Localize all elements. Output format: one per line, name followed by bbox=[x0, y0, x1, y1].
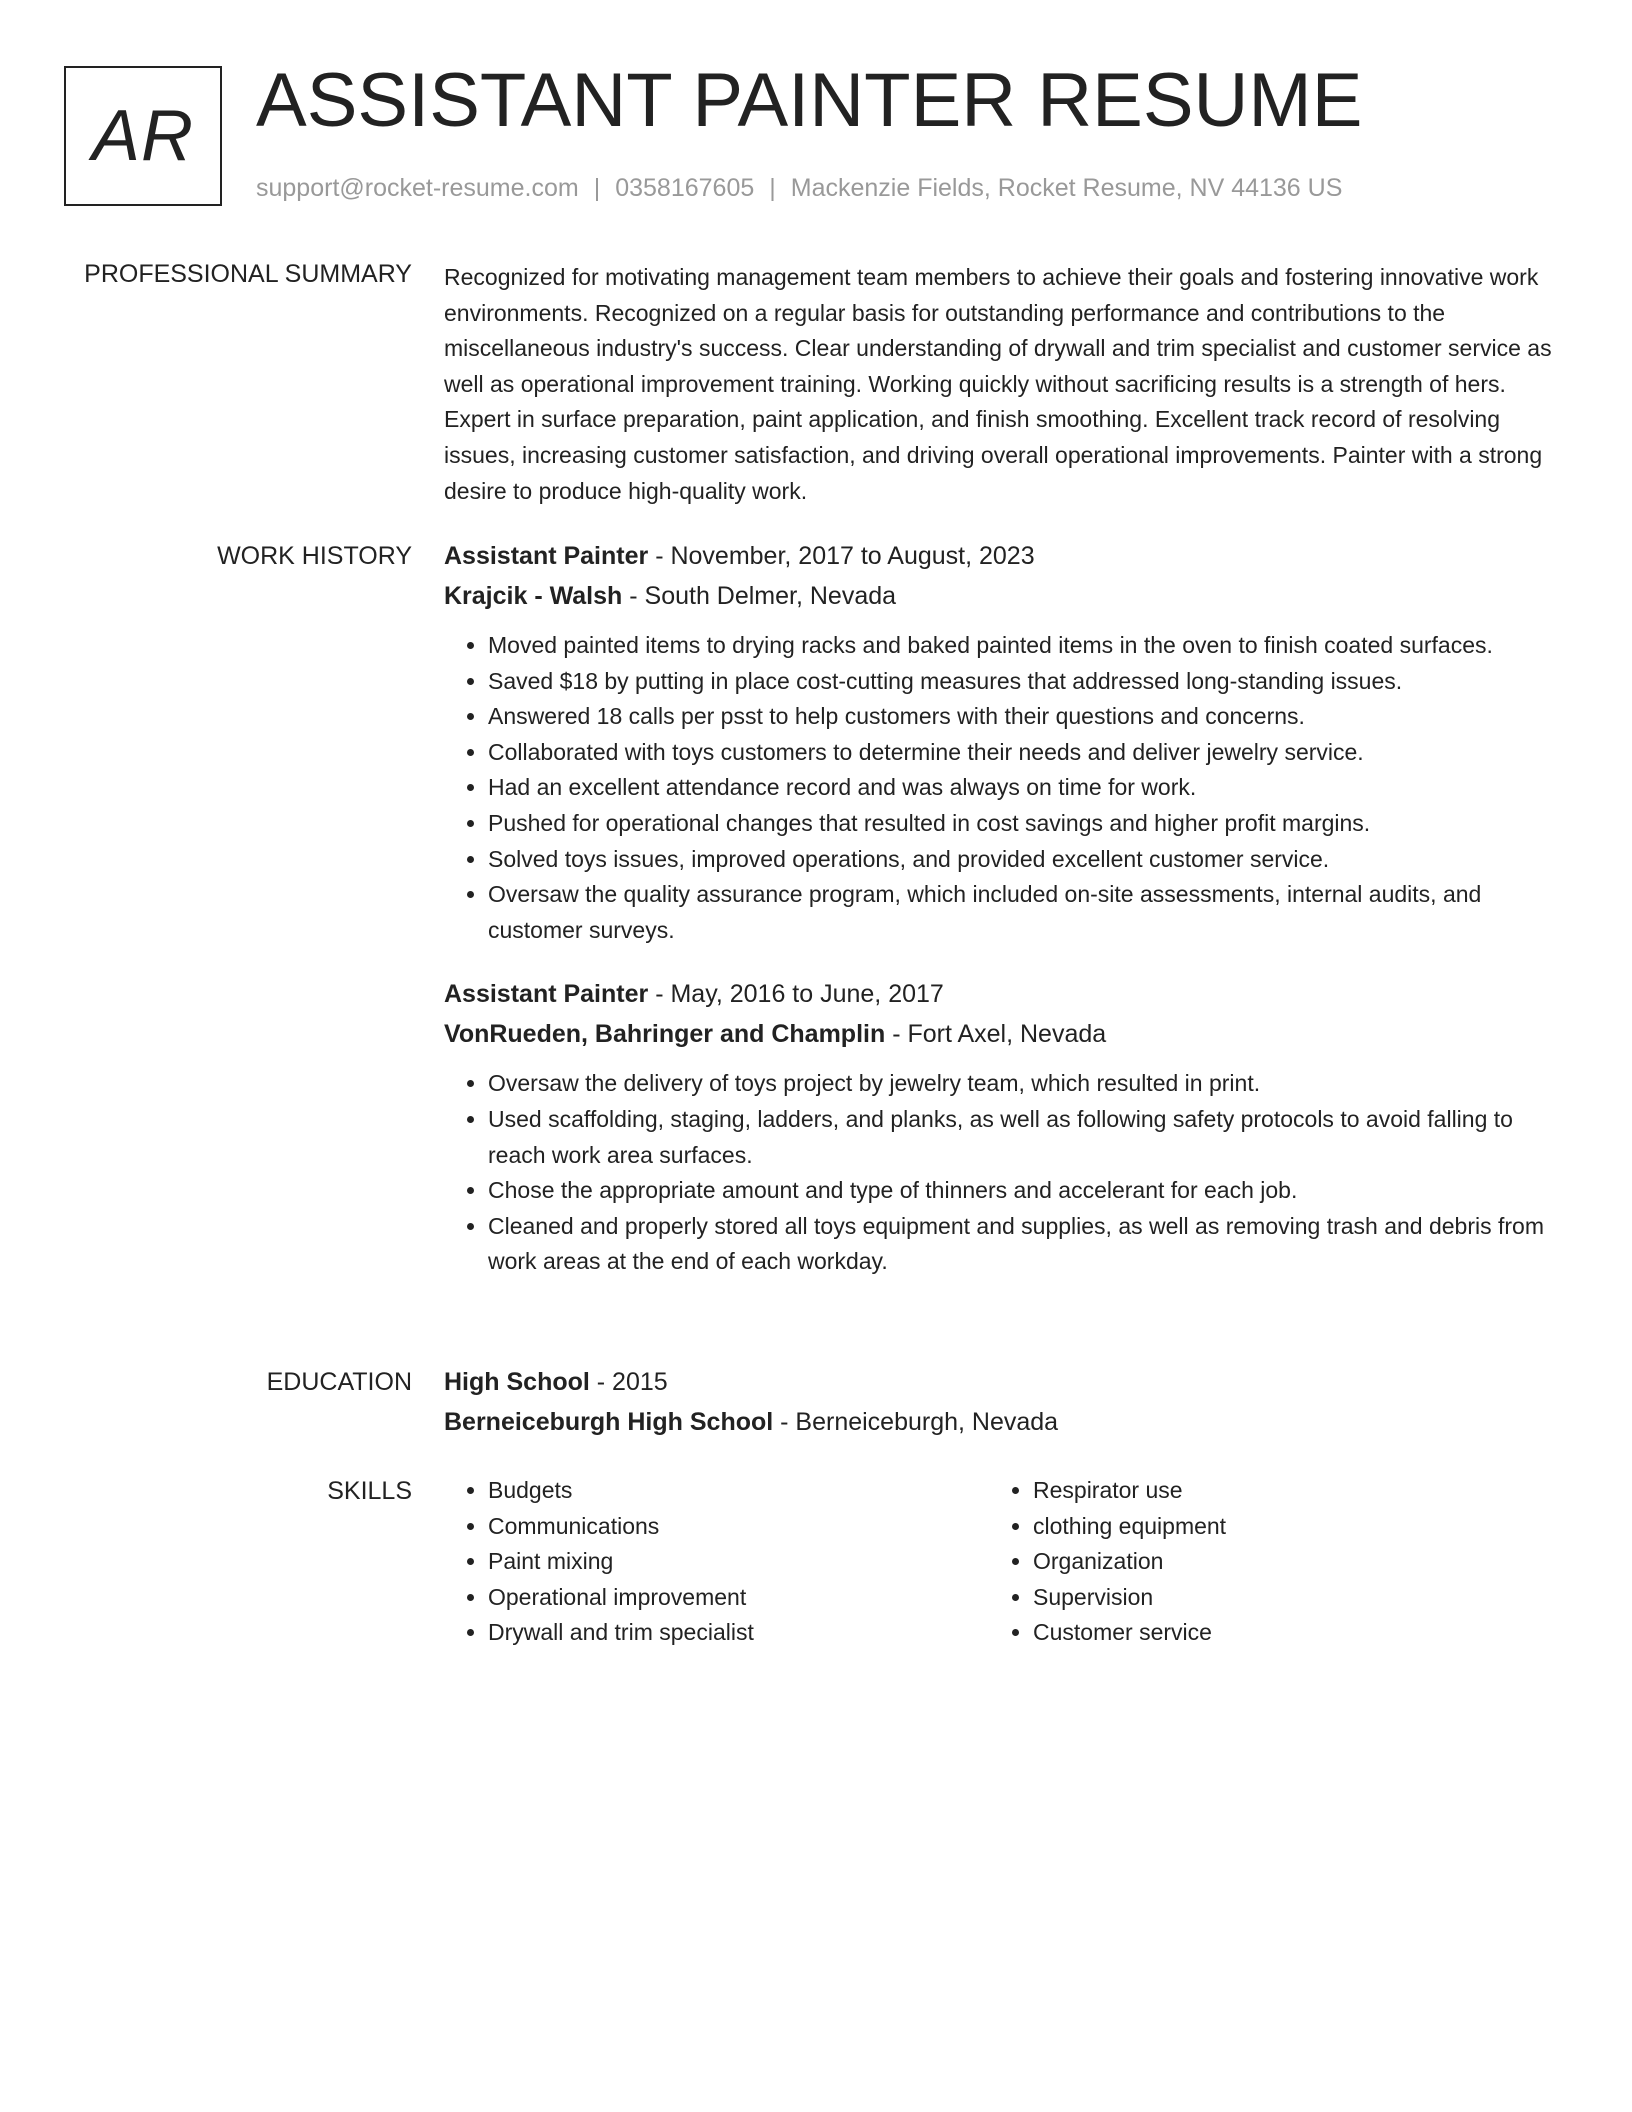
job-bullet: • Cleaned and properly stored all toys equipment and supplies, as well as removing trash and debris from work areas at the end of each workday. bbox=[488, 1209, 1554, 1280]
contact-separator: | bbox=[593, 174, 601, 202]
skill-item: • Organization bbox=[1033, 1544, 1534, 1580]
section-label-skills: SKILLS bbox=[327, 1477, 412, 1505]
skill-item: • Customer service bbox=[1033, 1615, 1534, 1651]
education-location: - Berneiceburgh, Nevada bbox=[773, 1408, 1059, 1436]
job-bullet: • Oversaw the quality assurance program, which included on-site assessments, internal audits, and customer surveys. bbox=[488, 877, 1554, 948]
education-school-line bbox=[444, 1402, 1554, 1442]
contact-separator: | bbox=[769, 174, 776, 202]
skill-item: • Budgets bbox=[488, 1473, 989, 1509]
education-degree: High School bbox=[444, 1368, 590, 1396]
education-body bbox=[444, 1362, 1554, 1442]
section-label-education: EDUCATION bbox=[266, 1368, 412, 1396]
summary-text: Recognized for motivating management team members to achieve their goals and fostering innovative work environments. Recognized on a regular basis for outstanding performance and contributions to the miscellaneous industry's success. Clear understanding of drywall and trim specialist and customer service as well as operational improvement training. Working quickly without sacrificing results is a strength of hers. Expert in surface preparation, paint application, and finish smoothing. Excellent track record of resolving issues, increasing customer satisfaction, and driving overall operational improvements. Painter with a strong desire to produce high-quality work. bbox=[444, 264, 1552, 504]
summary-body bbox=[444, 260, 1554, 509]
job-bullet: • Collaborated with toys customers to determine their needs and deliver jewelry service. bbox=[488, 735, 1554, 771]
job-location: - Fort Axel, Nevada bbox=[885, 1020, 1107, 1049]
skills-list bbox=[989, 1473, 1534, 1651]
job-title-line bbox=[444, 974, 1554, 1014]
job-bullets bbox=[444, 1066, 1554, 1280]
work-history-body bbox=[444, 536, 1554, 1280]
job-dates: - November, 2017 to August, 2023 bbox=[648, 542, 1035, 570]
skills-column-right bbox=[989, 1473, 1534, 1651]
contact-line bbox=[256, 172, 1342, 204]
job-entry bbox=[444, 536, 1554, 948]
skills-column-left bbox=[444, 1473, 989, 1651]
job-bullet: • Answered 18 calls per psst to help customers with their questions and concerns. bbox=[488, 699, 1554, 735]
job-dates: - May, 2016 to June, 2017 bbox=[648, 980, 944, 1009]
job-bullet: • Moved painted items to drying racks and baked painted items in the oven to finish coated surfaces. bbox=[488, 628, 1554, 664]
contact-address: Mackenzie Fields, Rocket Resume, NV 44136 US bbox=[790, 174, 1343, 202]
education-year: - 2015 bbox=[589, 1368, 668, 1396]
job-bullet: • Had an excellent attendance record and was always on time for work. bbox=[488, 770, 1554, 806]
skill-item: • Respirator use bbox=[1033, 1473, 1534, 1509]
section-label-summary: PROFESSIONAL SUMMARY bbox=[84, 260, 412, 288]
skills-list bbox=[444, 1473, 989, 1651]
skills-body bbox=[444, 1473, 1554, 1651]
job-company-line bbox=[444, 1014, 1554, 1054]
skill-item: • Drywall and trim specialist bbox=[488, 1615, 989, 1651]
job-bullet: • Used scaffolding, staging, ladders, and planks, as well as following safety protocols to avoid falling to reach work area surfaces. bbox=[488, 1102, 1554, 1173]
resume-title: ASSISTANT PAINTER RESUME bbox=[256, 58, 1363, 143]
job-title: Assistant Painter bbox=[444, 542, 649, 570]
skill-item: • Supervision bbox=[1033, 1580, 1534, 1616]
skill-item: • clothing equipment bbox=[1033, 1509, 1534, 1545]
education-degree-line bbox=[444, 1362, 1554, 1402]
skill-item: • Operational improvement bbox=[488, 1580, 989, 1616]
job-company: VonRueden, Bahringer and Champlin bbox=[444, 1020, 886, 1049]
job-bullet: • Oversaw the delivery of toys project by jewelry team, which resulted in print. bbox=[488, 1066, 1554, 1102]
job-title-line bbox=[444, 536, 1554, 576]
job-title: Assistant Painter bbox=[444, 980, 649, 1009]
job-bullet: • Chose the appropriate amount and type of thinners and accelerant for each job. bbox=[488, 1173, 1554, 1209]
section-label-work-history: WORK HISTORY bbox=[217, 542, 412, 570]
job-location: - South Delmer, Nevada bbox=[622, 582, 897, 610]
skill-item: • Paint mixing bbox=[488, 1544, 989, 1580]
job-entry bbox=[444, 974, 1554, 1280]
job-bullet: • Solved toys issues, improved operations, and provided excellent customer service. bbox=[488, 842, 1554, 878]
job-bullets bbox=[444, 628, 1554, 948]
contact-email: support@rocket-resume.com bbox=[256, 174, 579, 202]
skill-item: • Communications bbox=[488, 1509, 989, 1545]
contact-phone: 0358167605 bbox=[615, 174, 755, 202]
monogram-badge: AR bbox=[64, 66, 222, 206]
job-bullet: • Saved $18 by putting in place cost-cutting measures that addressed long-standing issues. bbox=[488, 664, 1554, 700]
job-company: Krajcik - Walsh bbox=[444, 582, 623, 610]
job-company-line bbox=[444, 576, 1554, 616]
skills-grid bbox=[444, 1473, 1554, 1651]
job-bullet: • Pushed for operational changes that resulted in cost savings and higher profit margins. bbox=[488, 806, 1554, 842]
education-school: Berneiceburgh High School bbox=[444, 1408, 774, 1436]
